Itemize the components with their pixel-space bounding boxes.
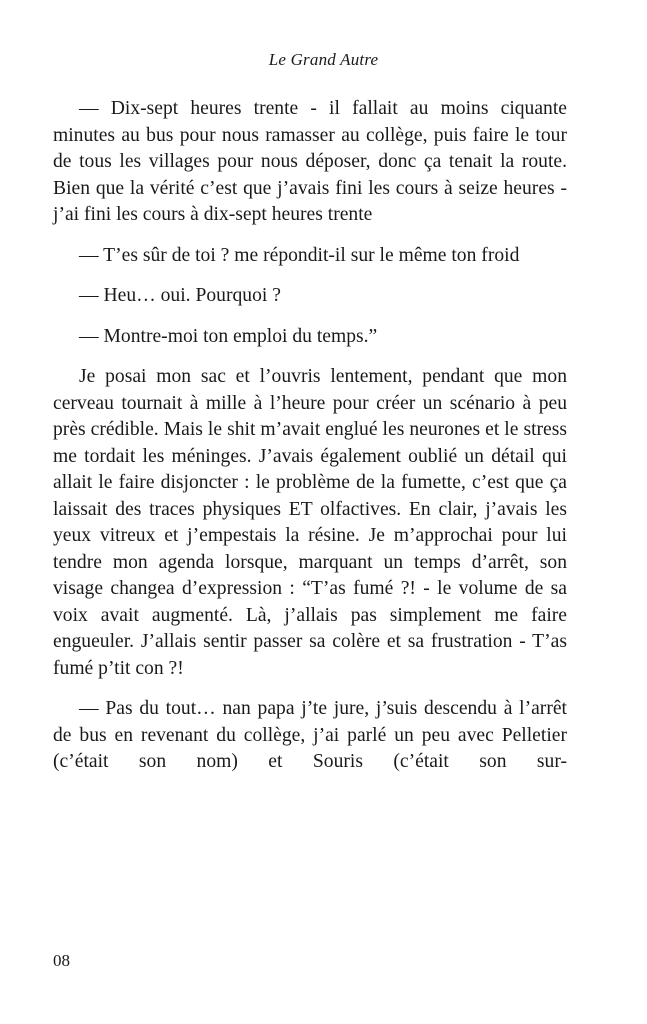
paragraph-1: — Dix-sept heures trente - il fallait au moins ciquante minutes au bus pour nous ramasser au collège, puis faire le tour de tous les villages pour nous déposer, donc ça tenait la route. Bien que la vérité c’est que j’avais fini les cours à seize heures - j’ai fini les cours à dix-sept heures trente — [53, 98, 567, 225]
body-text — [53, 96, 567, 776]
paragraph-4: — Montre-moi ton emploi du temps.” — [79, 325, 378, 347]
running-head: Le Grand Autre — [268, 50, 379, 69]
page-number: 08 — [53, 951, 70, 970]
paragraph-2: — T’es sûr de toi ? me répondit-il sur le même ton froid — [79, 244, 520, 266]
paragraph-3: — Heu… oui. Pourquoi ? — [79, 285, 281, 306]
paragraph-5: Je posai mon sac et l’ouvris lentement, pendant que mon cerveau tournait à mille à l’heure pour créer un scénario à peu près crédible. Mais le shit m’avait englué les neurones et le stress me tordait les méninges. J’avais également oublié un détail qui allait le faire disjoncter : le problème de la fumette, c’est que ça laissait des traces physiques ET olfactives. En clair, j’avais les yeux vitreux et j’empestais la résine. Je m’approchai pour lui tendre mon agenda lorsque, marquant un temps d’arrêt, son visage changea d’expression : “T’as fumé ?! - le volume de sa voix avait augmenté. Là, j’allais pas simplement me faire engueuler. J’allais sentir passer sa colère et sa frustration - T’as fumé p’tit con ?! — [53, 366, 567, 679]
paragraph-6: — Pas du tout… nan papa j’te jure, j’suis descendu à l’arrêt de bus en revenant du collège, j’ai parlé un peu avec Pelletier (c’était son nom) et Souris (c’était son sur- — [53, 698, 567, 772]
